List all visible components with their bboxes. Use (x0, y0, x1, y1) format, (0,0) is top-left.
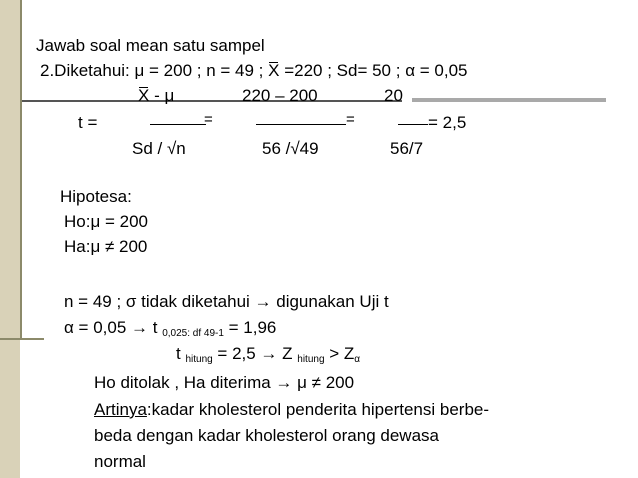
result: = 2,5 (428, 113, 467, 132)
numerator-3: 20 (384, 86, 403, 105)
conclusion-line-2-rest: :kadar kholesterol penderita hipertensi berbe- (146, 400, 490, 419)
test-line-2-b: = 1,96 (223, 318, 277, 337)
given-values-1: = 200 ; n = 49 ; (144, 61, 269, 80)
given-values-3: = 0,05 (415, 61, 468, 80)
numerator-xbar: X (138, 86, 150, 105)
numerator-mu: - μ (149, 86, 175, 105)
mu-symbol: μ (134, 61, 145, 80)
hipotesa-ho: Ho:μ = 200 (64, 212, 148, 231)
equals-2: = (346, 111, 355, 128)
conclusion-line-3: beda dengan kadar kholesterol orang dewasa (94, 426, 439, 445)
conclusion-line-4: normal (94, 452, 146, 471)
equals-1: = (204, 111, 213, 128)
sidebar-tick (0, 338, 44, 340)
horizontal-rule-left (22, 100, 402, 102)
hipotesa-ha: Ha:μ ≠ 200 (64, 237, 148, 256)
denominator-1: Sd / √n (132, 139, 186, 158)
test-line-2-a: α = 0,05 → t (64, 318, 163, 337)
sidebar-divider (20, 0, 22, 340)
t-label: t = (78, 113, 98, 132)
fraction-bar-2 (256, 124, 346, 125)
conclusion-line-1: Ho ditolak , Ha diterima → μ ≠ 200 (94, 373, 355, 392)
test-line-3-a: t (176, 344, 186, 363)
t-table-subscript: 0,025: df 49-1 (162, 328, 224, 339)
xbar-symbol: X (268, 61, 280, 80)
alpha-symbol: α (405, 61, 416, 80)
test-line-1: n = 49 ; σ tidak diketahui → digunakan Uji t (64, 292, 389, 311)
slide-sidebar-bar (0, 0, 20, 478)
given-values-2: =220 ; Sd= 50 ; (279, 61, 406, 80)
horizontal-rule-right (412, 98, 606, 102)
test-line-3 (176, 344, 360, 370)
test-line-2 (64, 318, 276, 344)
t-hitung-subscript: hitung (185, 354, 213, 365)
given-line (40, 61, 467, 81)
artinya-label: Artinya (94, 400, 147, 419)
slide-title: Jawab soal mean satu sampel (36, 36, 265, 55)
denominator-2: 56 /√49 (262, 139, 319, 158)
conclusion-line-2 (94, 400, 489, 420)
numerator-1 (138, 86, 174, 106)
denominator-3: 56/7 (390, 139, 424, 158)
fraction-bar-3 (398, 124, 428, 125)
hipotesa-title: Hipotesa: (60, 187, 132, 206)
numerator-2: 220 – 200 (242, 86, 318, 105)
z-hitung-subscript: hitung (297, 354, 325, 365)
fraction-bar-1 (150, 124, 206, 125)
z-alpha-subscript: α (354, 354, 361, 365)
test-line-3-c: > Z (324, 344, 355, 363)
test-line-3-b: = 2,5 → Z (212, 344, 298, 363)
given-prefix: 2.Diketahui: (40, 61, 135, 80)
